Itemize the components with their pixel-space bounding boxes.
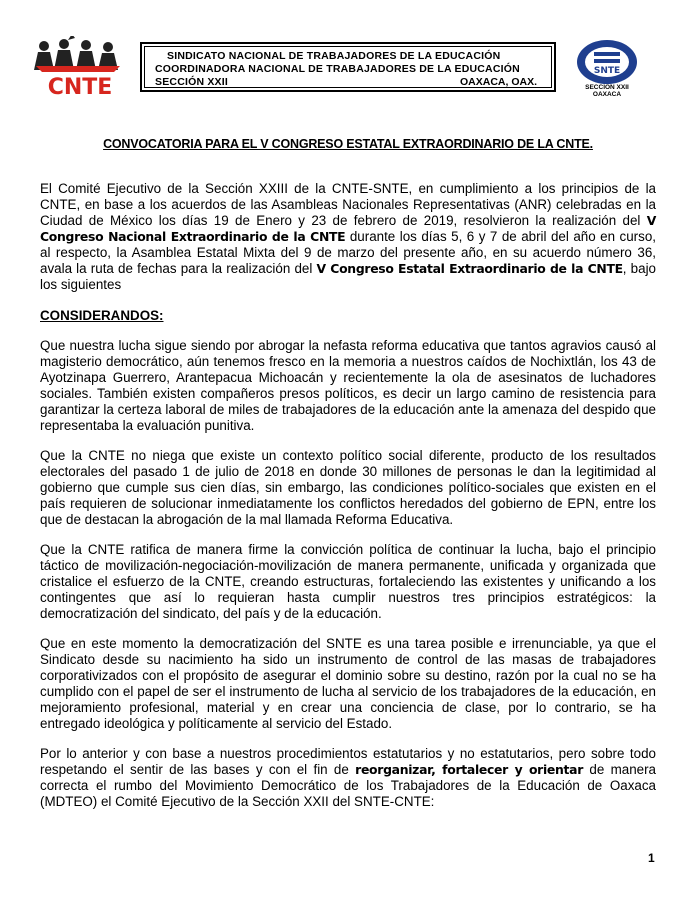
section-heading-considerandos: CONSIDERANDOS: xyxy=(40,308,164,323)
snte-seal-logo xyxy=(568,38,646,100)
intro-text-3: , bajo los siguientes xyxy=(40,261,656,292)
paragraph-2: Que la CNTE no niega que existe un contexto político social diferente, producto de los resultados electorales del pasado 1 de julio de 2018 en donde 30 millones de personas le dan la legitimidad al gobierno que cumple sus cien días, sin embargo, las condiciones político-sociales que existen en el país requieren de solucionar inmediatamente los conflictos heredados del gobierno de EPN, entre los que de destacan la abrogación de la mal llamada Reforma Educativa. xyxy=(40,448,656,527)
intro-text-1: El Comité Ejecutivo de la Sección XXIII de la CNTE-SNTE, en cumplimiento a los principios de la CNTE, en base a los acuerdos de las Asambleas Nacionales Representativas (ANR) celebradas en la Ciudad de México los días 19 de Enero y 23 de febrero de 2019, resolvieron la realización del xyxy=(40,181,656,228)
intro-bold-state-congress: V Congreso Estatal Extraordinario de la CNTE xyxy=(316,261,623,276)
intro-paragraph xyxy=(40,181,656,293)
paragraph-5-text-1: Por lo anterior y con base a nuestros procedimientos estatutarios y no estatutarios, pero sobre todo respetando el sentir de las bases y con el fin de xyxy=(40,746,656,777)
snte-seal-icon xyxy=(568,38,646,100)
header-line-2: COORDINADORA NACIONAL DE TRABAJADORES DE LA EDUCACIÓN xyxy=(155,63,520,75)
paragraph-4: Que en este momento la democratización del SNTE es una tarea posible e irrenunciable, ya que el Sindicato desde su nacimiento ha sido un instrumento de control de las masas de trabajadores corporativizados con el propósito de asegurar el dominio sobre su destino, razón por la cual no se ha cumplido con el papel de ser el instrumento de lucha al servicio de los trabajadores de la educación, en mejoramiento profesional, material y en crear una conciencia de clase, por lo contrario, se ha entregado ideológica y políticamente al servicio del Estado. xyxy=(40,636,656,731)
intro-text-2: durante los días 5, 6 y 7 de abril del año en curso, al respecto, la Asamblea Estatal Mixta del 9 de marzo del presente año, en su acuerdo número 36, avala la ruta de fechas para la realización del xyxy=(40,229,657,276)
paragraph-5-text-2: de manera correcta el rumbo del Movimiento Democrático de los Trabajadores de la Educación de Oaxaca (MDTEO) el Comité Ejecutivo de la Sección XXII del SNTE-CNTE: xyxy=(40,762,656,809)
document-title: CONVOCATORIA PARA EL V CONGRESO ESTATAL EXTRAORDINARIO DE LA CNTE. xyxy=(103,137,593,151)
paragraph-5 xyxy=(40,746,656,810)
header-line-1: SINDICATO NACIONAL DE TRABAJADORES DE LA EDUCACIÓN xyxy=(167,50,501,62)
paragraph-3: Que la CNTE ratifica de manera firme la convicción política de continuar la lucha, bajo el principio táctico de movilización-negociación-movilización de manera permanente, unificada y organizada que cristalice el esfuerzo de la CNTE, creando estructuras, fortaleciendo las existentes y unificando a los contingentes que así lo requieran hasta cumplir nuestros tres principios estratégicos: la democratización del sindicato, del país y de la educación. xyxy=(40,542,656,621)
header-box xyxy=(140,42,556,92)
intro-bold-national-congress: V Congreso Nacional Extraordinario de la CNTE xyxy=(40,213,656,244)
cnte-logo xyxy=(28,36,132,98)
snte-logo-text: SNTE xyxy=(593,66,621,76)
header-line-3: SECCIÓN XXII xyxy=(155,76,228,88)
header-city: OAXACA, OAX. xyxy=(459,76,537,88)
page-number: 1 xyxy=(648,851,655,865)
cnte-figures-icon xyxy=(28,36,132,98)
cnte-logo-text: CNTE xyxy=(47,75,113,98)
seal-caption-section: SECCION XXII xyxy=(585,84,629,91)
paragraph-5-bold: reorganizar, fortalecer y orientar xyxy=(355,762,584,777)
seal-caption-city: OAXACA xyxy=(592,91,622,98)
paragraph-1: Que nuestra lucha sigue siendo por abrogar la nefasta reforma educativa que tantos agravios causó al magisterio democrático, aún tenemos fresco en la memoria a nuestros caídos de Nochixtlán, los 43 de Ayotzinapa Guerrero, Arantepacua Michoacán y recientemente la ola de asesinatos de luchadores sociales. También existen compañeros presos políticos, es decir un largo camino de resistencia para garantizar la certeza laboral de miles de trabajadores de la educación ante la amenaza del despido que representaba la evaluación punitiva. xyxy=(40,338,656,433)
